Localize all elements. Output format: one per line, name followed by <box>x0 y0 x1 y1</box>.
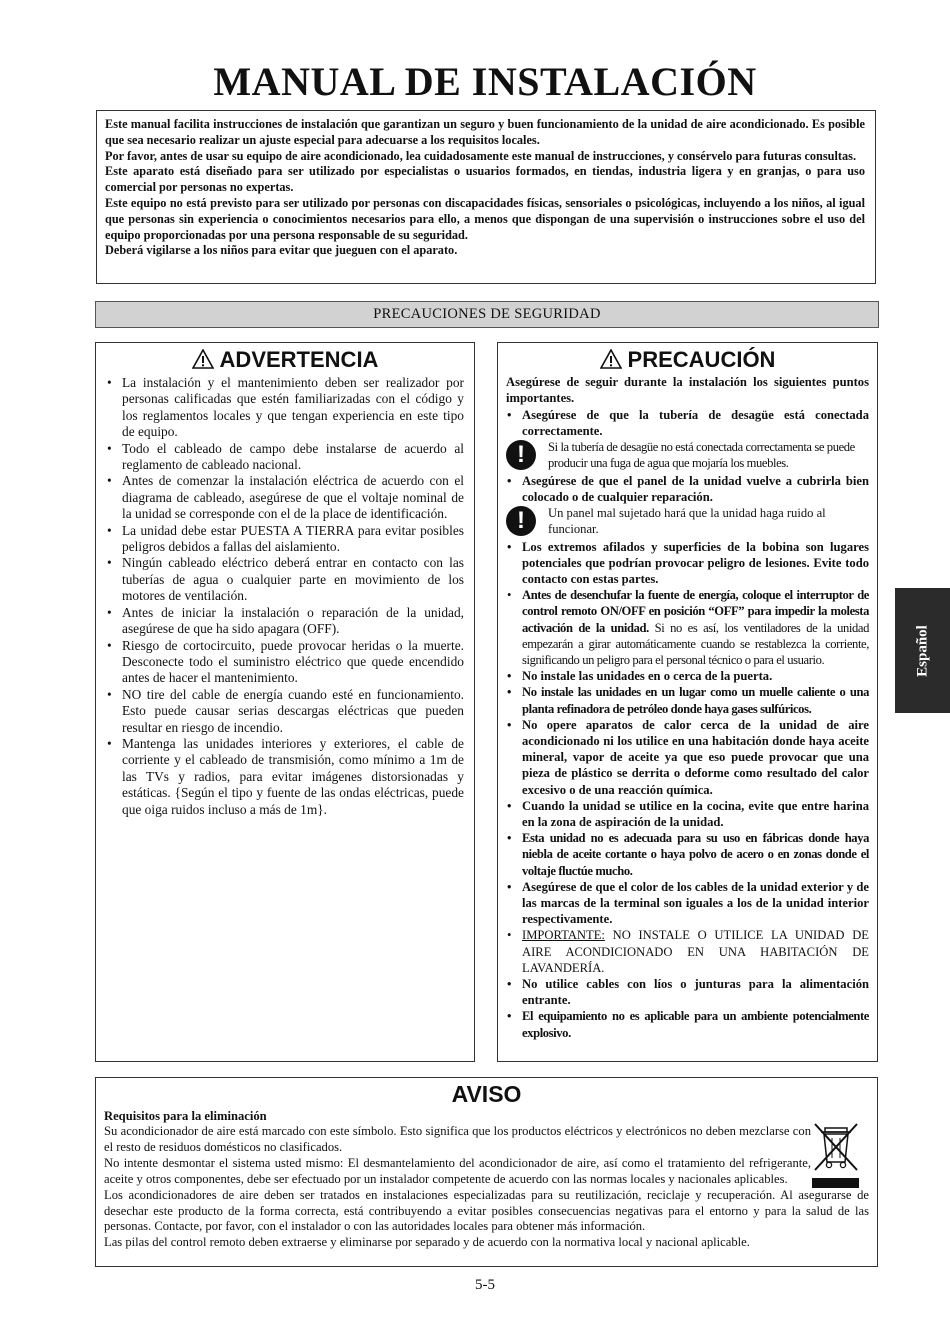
aviso-box <box>95 1077 878 1267</box>
intro-paragraph: Por favor, antes de usar su equipo de aire acondicionado, lea cuidadosamente este manual de instrucciones, y consérvelo para futuras consultas. <box>105 148 857 163</box>
list-item: • Cuando la unidad se utilice en la cocina, evite que entre harina en la zona de aspiración de la unidad. <box>506 798 869 830</box>
aviso-heading: AVISO <box>451 1081 522 1107</box>
aviso-subheading: Requisitos para la eliminación <box>104 1109 267 1123</box>
intro-paragraph: Deberá vigilarse a los niños para evitar que jueguen con el aparato. <box>105 243 458 258</box>
list-item-normal: Si no es así, los ventiladores de la unidad empezarán a girar automáticamente cuando se restablezca la corriente, significando un peligro para el personal técnico o para el usuario. <box>522 620 869 668</box>
warning-triangle-icon <box>192 349 214 369</box>
list-item: • No opere aparatos de calor cerca de la unidad de aire acondicionado ni los utilice en una habitación donde haya aceite mineral, vapor de aceite ya que eso puede provocar que una pieza de plástico se derrita o deforme como resultado del calor excesivo o de una reacción química. <box>506 717 869 798</box>
note-text: Si la tubería de desagüe no está conectada correctamenta se puede producir una fuga de agua que mojaría los muebles. <box>548 440 855 470</box>
warning-list <box>106 375 464 818</box>
warning-heading-text: ADVERTENCIA <box>219 347 379 372</box>
caution-note <box>506 506 869 538</box>
list-item: • No instale las unidades en un lugar como un muelle caliente o una planta refinadora de petróleo donde haya gases sulfúricos. <box>506 684 869 716</box>
list-item: • Mantenga las unidades interiores y exteriores, el cable de corriente y el cableado de transmisión, como mínimo a 1m de las TVs y radios, para evitar imágenes distorsionadas y estáticas. {Según el tipo y fuente de las ondas eléctricas, puede que oiga ruidos incluso a más de 1m}. <box>106 736 464 818</box>
list-item <box>506 587 869 668</box>
warning-box <box>95 342 475 1062</box>
list-item: • Riesgo de cortocircuito, puede provocar heridas o la muerte. Desconecte todo el suministro eléctrico que quede encendido antes de hacer el mantenimiento. <box>106 638 464 687</box>
list-item <box>506 927 869 976</box>
page-title: MANUAL DE INSTALACIÓN <box>213 59 757 104</box>
intro-paragraph: Este aparato está diseñado para ser utilizado por especialistas o usuarios formados, en tiendas, industria ligera y en granjas, o para uso comercial por personas no expertas. <box>105 164 865 195</box>
aviso-paragraph: Su acondicionador de aire está marcado con este símbolo. Esto significa que los productos eléctricos y electrónicos no deben mezclarse con el resto de residuos domésticos no clasificados. <box>104 1124 811 1154</box>
list-item: • Asegúrese de que el color de los cables de la unidad exterior y de las marcas de la terminal son iguales a los de la unidad interior respectivamente. <box>506 879 869 928</box>
intro-paragraph: Este equipo no está previsto para ser utilizado por personas con discapacidades físicas, sensoriales o psicológicas, incluyendo a los niños, al igual que personas sin experiencia o conocimientos necesarios para ello, a menos que dispongan de una supervisión o instrucciones sobre el uso del equipo proporcionadas por una persona responsable de su seguridad. <box>105 195 865 242</box>
caution-list <box>506 407 869 439</box>
list-item: • Asegúrese de que el panel de la unidad vuelve a cubrirla bien colocado o de cualquier reparación. <box>506 473 869 505</box>
caution-heading <box>506 347 869 373</box>
exclamation-circle-icon: ! <box>506 440 536 470</box>
exclamation-circle-icon: ! <box>506 506 536 536</box>
list-item: • Asegúrese de que la tubería de desagüe está conectada correctamente. <box>506 407 869 439</box>
important-text: NO INSTALE O UTILICE LA UNIDAD DE AIRE ACONDICIONADO EN UNA HABITACIÓN DE LAVANDERÍA. <box>522 928 869 975</box>
caution-box <box>497 342 878 1062</box>
caution-note <box>506 440 869 472</box>
aviso-paragraph: Las pilas del control remoto deben extraerse y eliminarse por separado y de acuerdo con la normativa local y nacional aplicable. <box>104 1235 750 1250</box>
list-item: • NO tire del cable de energía cuando esté en funcionamiento. Esto puede causar serias descargas eléctricas que pueden resultar en riesgo de incendio. <box>106 687 464 736</box>
language-tab-label: Español <box>914 624 930 677</box>
note-text: Un panel mal sujetado hará que la unidad haga ruido al funcionar. <box>548 506 826 536</box>
list-item: • El equipamiento no es aplicable para un ambiente potencialmente explosivo. <box>506 1008 869 1040</box>
intro-box <box>96 110 876 284</box>
list-item: • No utilice cables con líos o junturas para la alimentación entrante. <box>506 976 869 1008</box>
caution-list <box>506 539 869 1041</box>
safety-section-header: PRECAUCIONES DE SEGURIDAD <box>95 301 879 328</box>
aviso-paragraph: Los acondicionadores de aire deben ser tratados en instalaciones especializadas para su reutilización, reciclaje y recuperación. Al asegurarse de desechar este producto de la forma correcta, está contribuyendo a evitar posibles consecuencias negativas para el entorno y para la salud de las personas. Contacte, por favor, con el instalador o con las autoridades locales para obtener más información. <box>104 1187 869 1234</box>
caution-list <box>506 473 869 505</box>
list-item: • Esta unidad no es adecuada para su uso en fábricas donde haya niebla de aceite cortante o haya polvo de acero o en zonas donde el voltaje fluctúe mucho. <box>506 830 869 879</box>
list-item: • Antes de comenzar la instalación eléctrica de acuerdo con el diagrama de cableado, asegúrese de que el voltaje nominal de la unidad se corresponde con el de la place de identificación. <box>106 473 464 522</box>
list-item: • La unidad debe estar PUESTA A TIERRA para evitar posibles peligros debidos a fallas del aislamiento. <box>106 523 464 556</box>
list-item: • Todo el cableado de campo debe instalarse de acuerdo al reglamento de cableado nacional. <box>106 441 464 474</box>
language-tab <box>895 588 950 713</box>
warning-heading <box>106 347 464 373</box>
caution-heading-text: PRECAUCIÓN <box>627 347 776 372</box>
list-item: • Ningún cableado eléctrico deberá entrar en contacto con las tuberías de agua o cualquier parte en movimiento de los motores de ventilación. <box>106 555 464 604</box>
page-number: 5-5 <box>475 1277 495 1293</box>
intro-paragraph: Este manual facilita instrucciones de instalación que garantizan un seguro y buen funcionamiento de la unidad de aire acondicionado. Es posible que sea necesario realizar un ajuste especial para adecuarse a los requisitos locales. <box>105 117 865 147</box>
list-item: • La instalación y el mantenimiento deben ser realizador por personas calificadas que estén familiarizadas con el código y los reglamentos locales y que tengan experiencia en este tipo de equipo. <box>106 375 464 441</box>
list-item: • Antes de iniciar la instalación o reparación de la unidad, asegúrese de que ha sido apagara (OFF). <box>106 605 464 638</box>
aviso-paragraph: No intente desmontar el sistema usted mismo: El desmantelamiento del acondicionador de aire, así como el tratamiento del refrigerante, aceite y otros componentes, debe ser efectuado por un instalador competente de acuerdo con las normas locales y nacionales aplicables. <box>104 1155 811 1186</box>
list-item-bold: Antes de desenchufar la fuente de energía, coloque el interruptor de control remoto ON/OFF en posición “OFF” para impedir la molesta activación de la unidad. <box>522 588 869 635</box>
list-item: • Los extremos afilados y superficies de la bobina son lugares potenciales que podrían provocar peligro de lesiones. Evite todo contacto con estas partes. <box>506 539 869 588</box>
important-label: IMPORTANTE: <box>522 928 605 943</box>
list-item: • No instale las unidades en o cerca de la puerta. <box>506 668 869 684</box>
warning-triangle-icon <box>600 349 622 369</box>
caution-intro: Asegúrese de seguir durante la instalación los siguientes puntos importantes. <box>506 375 869 405</box>
crossed-out-wheelie-bin-icon <box>807 1118 867 1190</box>
